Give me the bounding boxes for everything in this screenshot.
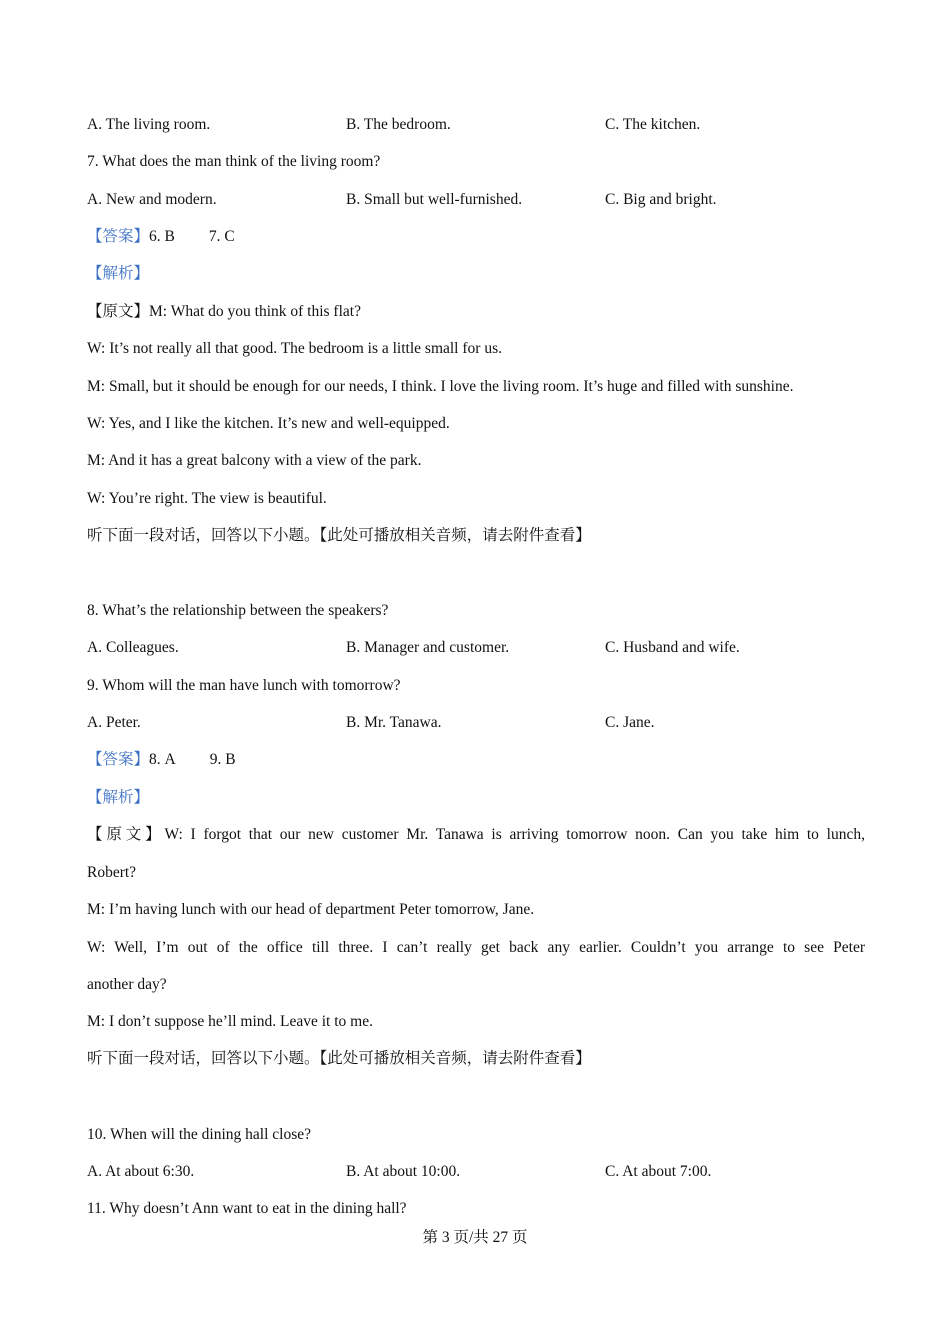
q10-option-a: A. At about 6:30. [87, 1163, 195, 1180]
transcript-2-line-2: M: I’m having lunch with our head of department Peter tomorrow, Jane. [87, 901, 535, 918]
answer-6: 6. B [149, 228, 175, 245]
q9-option-a: A. Peter. [87, 714, 141, 731]
listen-instruction-2: 听下面一段对话，回答以下小题。【此处可播放相关音频，请去附件查看】 [87, 1050, 591, 1067]
answer-block-2 [87, 750, 865, 770]
analysis-heading-1 [87, 264, 865, 284]
answer-9: 9. B [209, 751, 236, 768]
transcript-1-line-2: W: It’s not really all that good. The bedroom is a little small for us. [87, 340, 502, 357]
q9-option-b: B. Mr. Tanawa. [346, 714, 442, 731]
transcript-2-line-1-cont: Robert? [87, 864, 137, 881]
transcript-1-line-1 [87, 302, 865, 322]
q8-option-a: A. Colleagues. [87, 639, 179, 656]
transcript-2-line-3: W: Well, I’m out of the office till three. I can’t really get back any earlier. Couldn’t you arrange to see Peter [87, 939, 865, 956]
answer-8: 8. A [149, 751, 176, 768]
transcript-2-line-3-cont: another day? [87, 976, 167, 993]
page-footer: 第 3 页/共 27 页 [422, 1229, 528, 1246]
answer-tag: 【答案】 [87, 228, 150, 245]
q10-option-c: C. At about 7:00. [605, 1163, 712, 1180]
answer-tag: 【答案】 [87, 751, 150, 768]
q9-question: 9. Whom will the man have lunch with tomorrow? [87, 677, 401, 694]
q7-option-c: C. Big and bright. [605, 191, 717, 208]
transcript-tag: 【原文】 [87, 303, 150, 320]
q7-option-a: A. New and modern. [87, 191, 217, 208]
q7-question: 7. What does the man think of the living room? [87, 153, 381, 170]
transcript-1-line-5: M: And it has a great balcony with a view of the park. [87, 452, 422, 469]
q8-option-b: B. Manager and customer. [346, 639, 510, 656]
transcript-text: W: I forgot that our new customer Mr. Tanawa is arriving tomorrow noon. Can you take him to lunch, [164, 826, 865, 843]
transcript-2-line-4: M: I don’t suppose he’ll mind. Leave it to me. [87, 1013, 373, 1030]
transcript-text: M: What do you think of this flat? [149, 303, 361, 320]
q6-option-a: A. The living room. [87, 116, 211, 133]
q8-option-c: C. Husband and wife. [605, 639, 740, 656]
listen-instruction-1: 听下面一段对话，回答以下小题。【此处可播放相关音频，请去附件查看】 [87, 527, 591, 544]
analysis-tag: 【解析】 [87, 789, 150, 806]
q6-option-c: C. The kitchen. [605, 116, 701, 133]
analysis-heading-2 [87, 788, 865, 808]
q7-option-b: B. Small but well-furnished. [346, 191, 523, 208]
transcript-1-line-3: M: Small, but it should be enough for our needs, I think. I love the living room. It’s huge and filled with sunshine. [87, 378, 794, 395]
answer-block-1 [87, 227, 865, 247]
transcript-tag: 【原文】 [87, 826, 165, 843]
answer-7: 7. C [208, 228, 235, 245]
q9-option-c: C. Jane. [605, 714, 655, 731]
q8-question: 8. What’s the relationship between the speakers? [87, 602, 389, 619]
q10-option-b: B. At about 10:00. [346, 1163, 461, 1180]
transcript-1-line-6: W: You’re right. The view is beautiful. [87, 490, 327, 507]
analysis-tag: 【解析】 [87, 265, 150, 282]
q11-question: 11. Why doesn’t Ann want to eat in the dining hall? [87, 1200, 407, 1217]
q10-question: 10. When will the dining hall close? [87, 1126, 311, 1143]
transcript-1-line-4: W: Yes, and I like the kitchen. It’s new and well-equipped. [87, 415, 450, 432]
q6-option-b: B. The bedroom. [346, 116, 451, 133]
transcript-2-line-1 [87, 825, 865, 845]
